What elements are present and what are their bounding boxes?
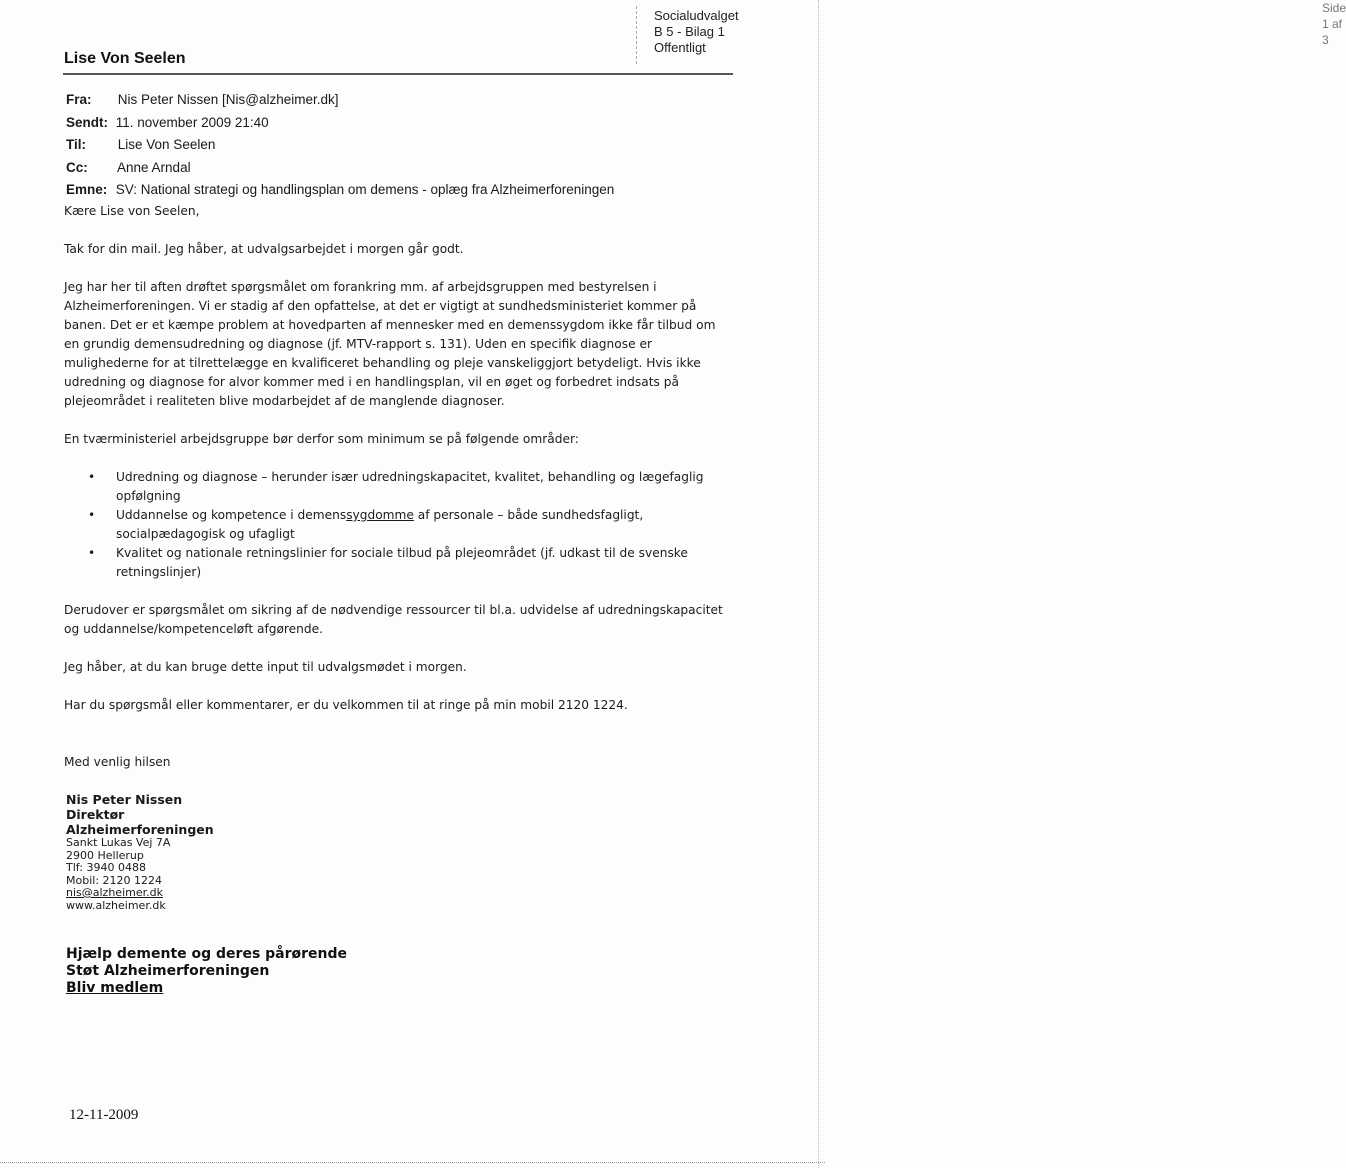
sent-value: 11. november 2009 21:40 — [115, 114, 269, 130]
list-item — [64, 468, 734, 506]
list-item-text-pre: Uddannelse og kompetence i demens — [116, 508, 347, 522]
list-item — [64, 544, 734, 582]
list-item-text-underlined: sygdomme — [346, 508, 414, 522]
page-right-border — [818, 0, 819, 1168]
document-stamp — [654, 1, 1346, 56]
from-value: Nis Peter Nissen [Nis@alzheimer.dk] — [117, 92, 339, 107]
header-rule — [63, 73, 733, 75]
page-bottom-border — [0, 1162, 825, 1163]
slogan-block — [66, 946, 347, 997]
bullet-icon: • — [88, 508, 96, 522]
email-body — [64, 202, 734, 772]
header-to — [66, 134, 614, 157]
closing: Med venlig hilsen — [64, 755, 171, 769]
header-subject — [66, 179, 614, 202]
focus-areas-list — [64, 468, 734, 582]
stamp-committee: Socialudvalget — [654, 8, 739, 23]
subject-value: SV: National strategi og handlingsplan om demens - oplæg fra Alzheimerforeningen — [115, 182, 615, 197]
signature-mobile: Mobil: 2120 1224 — [66, 873, 163, 887]
subject-label: Emne: — [66, 182, 108, 197]
email-header — [66, 89, 614, 202]
header-from — [66, 89, 614, 112]
paragraph-2: Jeg har her til aften drøftet spørgsmålet om forankring mm. af arbejdsgruppen med bestyrelsen i Alzheimerforeningen. Vi er stadig af den opfattelse, at det er vigtigt at sundhedsministeriet kommer på banen. Det er et kæmpe problem at hovedparten af mennesker med en demenssygdom ikke får tilbud om en grundig demensudredning og diagnose (jf. MTV-rapport s. 131). Uden en specifik diagnose er mulighederne for at tilrettelægge en kvalificeret behandling og pleje vanskeliggjort betydeligt. Hvis ikke udredning og diagnose for alvor kommer med i en handlingsplan, vil en øget og forbedret indsats på plejeområdet i realiteten blive modarbejdet af de manglende diagnoser. — [64, 280, 716, 408]
mailbox-owner: Lise Von Seelen — [64, 50, 186, 67]
print-date: 12-11-2009 — [69, 1107, 139, 1123]
stamp-divider — [636, 6, 637, 64]
signature-block — [66, 792, 214, 912]
list-item-text: Udredning og diagnose – herunder især udredningskapacitet, kvalitet, behandling og lægefaglig opfølgning — [116, 470, 704, 503]
from-label: Fra: — [66, 92, 92, 107]
list-item-text-post: af personale – både sundhedsfagligt, socialpædagogisk og ufagligt — [116, 508, 644, 541]
paragraph-3: En tværministeriel arbejdsgruppe bør derfor som minimum se på følgende områder: — [64, 432, 579, 446]
signature-street: Sankt Lukas Vej 7A — [66, 836, 171, 849]
cc-label: Cc: — [66, 159, 88, 175]
bullet-icon: • — [88, 546, 96, 560]
paragraph-4: Derudover er spørgsmålet om sikring af de nødvendige ressourcer til bl.a. udvidelse af udredningskapacitet og uddannelse/kompetenceløft afgørende. — [64, 603, 723, 636]
to-value: Lise Von Seelen — [117, 137, 216, 152]
slogan-line-2: Støt Alzheimerforeningen — [66, 963, 270, 979]
page-number-partial: Side 1 af 3 — [1322, 1, 1346, 47]
list-item-text: Kvalitet og nationale retningslinier for sociale tilbud på plejeområdet (jf. udkast til de svenske retningslinjer) — [116, 546, 688, 579]
list-item — [64, 506, 734, 544]
stamp-status: Offentligt — [654, 40, 706, 55]
signature-organization: Alzheimerforeningen — [66, 822, 214, 837]
slogan-line-1: Hjælp demente og deres pårørende — [66, 946, 348, 962]
signature-email-link[interactable]: nis@alzheimer.dk — [66, 886, 163, 899]
signature-city: 2900 Hellerup — [66, 848, 144, 862]
header-sent — [66, 112, 614, 135]
to-label: Til: — [66, 137, 86, 152]
paragraph-1: Tak for din mail. Jeg håber, at udvalgsarbejdet i morgen går godt. — [64, 242, 464, 256]
stamp-reference: B 5 - Bilag 1 — [654, 24, 725, 39]
signature-phone: Tlf: 3940 0488 — [66, 861, 146, 874]
membership-link[interactable]: Bliv medlem — [66, 980, 164, 996]
bullet-icon: • — [88, 470, 96, 484]
paragraph-6: Har du spørgsmål eller kommentarer, er du velkommen til at ringe på min mobil 2120 1224. — [64, 698, 628, 712]
header-cc — [66, 157, 614, 180]
cc-value: Anne Arndal — [117, 159, 191, 175]
greeting: Kære Lise von Seelen, — [64, 204, 200, 218]
paragraph-5: Jeg håber, at du kan bruge dette input til udvalgsmødet i morgen. — [64, 660, 467, 674]
signature-name: Nis Peter Nissen — [66, 792, 183, 807]
signature-title: Direktør — [66, 807, 125, 822]
sent-label: Sendt: — [66, 114, 108, 130]
signature-website[interactable]: www.alzheimer.dk — [66, 898, 166, 912]
